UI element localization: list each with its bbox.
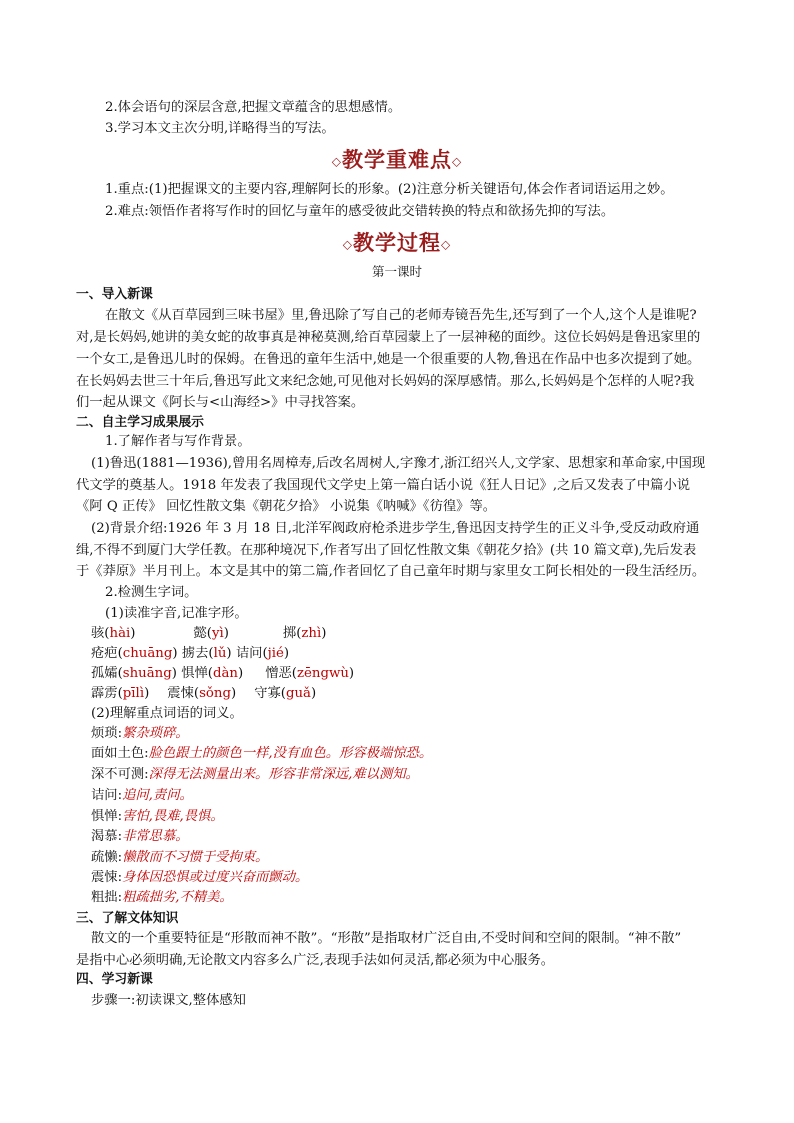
intro-line: 对,是长妈妈,她讲的美女蛇的故事真是神秘莫测,给百草园蒙上了一层神秘的面纱。这位长妈妈是鲁迅家里的 — [76, 330, 701, 345]
char-pinyin: pīlì — [122, 686, 145, 701]
background-line: (2)背景介绍:1926 年 3 月 18 日,北洋军阀政府枪杀进步学生,鲁迅因支持学生的正义斗争,受反动政府通 — [91, 521, 700, 536]
char-pinyin: jié — [267, 646, 284, 661]
genre-line: 是指中心必须明确,无论散文内容多么广泛,表现手法如何灵活,都必须为中心服务。 — [76, 953, 555, 968]
vocab-word: 惧惮: — [91, 809, 123, 824]
char-pinyin: chuāng — [122, 646, 173, 661]
intro-line: 在长妈妈去世三十年后,鲁迅写此文来纪念她,可见他对长妈妈的深厚感情。那么,长妈妈是个怎样的人呢?我 — [76, 374, 695, 389]
pinyin-row: 霹雳(pīlì) 震悚(sǒng) 守寡(guǎ) — [91, 686, 317, 701]
vocab-word: 震悚: — [91, 870, 123, 885]
background-line: 缉,不得不到厦门大学任教。在那种境况下,作者写出了回忆性散文集《朝花夕拾》(共 10 篇文章),先后发表 — [76, 543, 697, 558]
char-word: 掳去 — [181, 646, 209, 661]
char-pinyin: yì — [211, 626, 224, 641]
vocab-item — [91, 807, 751, 827]
section-4-title: 四、学习新课 — [76, 972, 153, 987]
vocab-definition: 脸色跟土的颜色一样,没有血色。形容极端惊恐。 — [148, 746, 433, 761]
author-line: 代文学的奠基人。1918 年发表了我国现代文学史上第一篇白话小说《狂人日记》,之后又发表了中篇小说 — [76, 478, 691, 493]
vocab-definition: 繁杂琐碎。 — [122, 726, 189, 741]
char-word: 霹雳 — [91, 686, 118, 701]
vocab-item — [91, 888, 751, 908]
key-difficulty-heading — [0, 146, 794, 176]
char-pinyin: shuāng — [122, 666, 172, 681]
difficulty-line: 2.难点:领悟作者将写作时的回忆与童年的感受彼此交错转换的特点和欲扬先抑的写法。 — [105, 204, 615, 219]
vocab-word: 烦琐: — [91, 726, 123, 741]
background-line: 于《莽原》半月刊上。本文是其中的第二篇,作者回忆了自己童年时期与家里女工阿长相处的一段生活经历。 — [76, 564, 706, 579]
vocab-word: 诘问: — [91, 788, 123, 803]
vocab-word: 面如土色: — [91, 746, 149, 761]
section-3-title: 三、了解文体知识 — [76, 911, 179, 926]
char-pinyin: lǔ — [213, 646, 227, 661]
section-2-title: 二、自主学习成果展示 — [76, 415, 204, 430]
char-word: 守寡 — [254, 686, 281, 701]
char-word: 掷 — [282, 626, 297, 641]
goal-line-3: 3.学习本文主次分明,详略得当的写法。 — [105, 121, 335, 136]
key-point-line: 1.重点:(1)把握课文的主要内容,理解阿长的形象。(2)注意分析关键语句,体会作者词语运用之妙。 — [105, 182, 674, 197]
pronunciation-subtitle: (1)读准字音,记准字形。 — [105, 606, 248, 621]
vocab-word: 粗拙: — [91, 890, 123, 905]
genre-line: 散文的一个重要特征是“形散而神不散”。“形散”是指取材广泛自由,不受时间和空间的限制。“神不散” — [91, 931, 682, 946]
char-word: 憎恶 — [265, 666, 292, 681]
goal-line-2: 2.体会语句的深层含意,把握文章蕴含的思想感情。 — [105, 100, 402, 115]
diamond-icon: ◇ — [331, 154, 342, 169]
vocab-definition: 身体因恐惧或过度兴奋而颤动。 — [122, 870, 309, 885]
intro-line: 们一起从课文《阿长与<山海经>》中寻找答案。 — [76, 395, 365, 410]
author-background-item: 1.了解作者与写作背景。 — [105, 434, 251, 449]
vocab-item — [91, 848, 751, 868]
char-pinyin: zhì — [301, 626, 322, 641]
char-word: 震悚 — [167, 686, 194, 701]
char-pinyin: hài — [109, 626, 131, 641]
char-pinyin: sǒng — [199, 686, 231, 701]
vocab-item — [91, 786, 751, 806]
pinyin-row: 疮疤(chuāng) 掳去(lǔ) 诘问(jié) — [91, 646, 290, 661]
char-word: 骇 — [91, 626, 105, 641]
char-word: 疮疤 — [91, 646, 118, 661]
step-1-line: 步骤一:初读课文,整体感知 — [91, 993, 246, 1008]
intro-line: 一个女工,是鲁迅儿时的保姆。在鲁迅的童年生活中,她是一个很重要的人物,鲁迅在作品中也多次提到了她。 — [76, 352, 701, 367]
vocab-item — [91, 744, 751, 764]
author-line: (1)鲁迅(1881—1936),曾用名周樟寿,后改名周树人,字豫才,浙江绍兴人,文学家、思想家和革命家,中国现 — [91, 456, 706, 471]
pinyin-row: 骇(hài) 懿(yì) 掷(zhì) — [91, 626, 327, 641]
vocab-word: 疏懒: — [91, 850, 123, 865]
author-line: 《阿 Q 正传》 回忆性散文集《朝花夕拾》 小说集《呐喊》《彷徨》等。 — [76, 499, 497, 514]
vocab-item — [91, 765, 751, 785]
teaching-process-heading — [0, 229, 794, 259]
vocab-definition: 粗疏拙劣,不精美。 — [122, 890, 233, 905]
char-pinyin: dàn — [212, 666, 238, 681]
vocab-definition: 非常思慕。 — [122, 829, 189, 844]
vocab-definition: 追问,责问。 — [122, 788, 193, 803]
pinyin-row: 孤孀(shuāng) 惧惮(dàn) 憎恶(zēngwù) — [91, 666, 355, 681]
vocab-item — [91, 868, 751, 888]
meaning-subtitle: (2)理解重点词语的词义。 — [91, 706, 243, 721]
vocab-definition: 懒散而不习惯于受拘束。 — [122, 850, 269, 865]
section-1-title: 一、导入新课 — [76, 287, 153, 302]
key-difficulty-heading-text: 教学重难点 — [342, 147, 452, 172]
vocab-item — [91, 724, 751, 744]
char-word: 孤孀 — [91, 666, 118, 681]
char-pinyin: guǎ — [285, 686, 311, 701]
vocab-word: 渴慕: — [91, 829, 123, 844]
intro-line: 在散文《从百草园到三味书屋》里,鲁迅除了写自己的老师寿镜吾先生,还写到了一个人,这个人是谁呢? — [105, 308, 697, 323]
vocab-item — [91, 827, 751, 847]
vocab-word: 深不可测: — [91, 767, 149, 782]
diamond-icon: ◇ — [342, 237, 353, 252]
diamond-icon: ◇ — [441, 237, 452, 252]
vocab-definition: 深得无法测量出来。形容非常深远,难以测知。 — [148, 767, 419, 782]
char-word: 懿 — [193, 626, 207, 641]
char-word: 惧惮 — [181, 666, 208, 681]
char-pinyin: zēngwù — [297, 666, 349, 681]
vocab-definition: 害怕,畏难,畏惧。 — [122, 809, 224, 824]
word-check-item: 2.检测生字词。 — [105, 585, 198, 600]
teaching-process-heading-text: 教学过程 — [353, 230, 441, 255]
diamond-icon: ◇ — [452, 154, 463, 169]
lesson-label: 第一课时 — [371, 264, 422, 279]
char-word: 诘问 — [235, 646, 263, 661]
